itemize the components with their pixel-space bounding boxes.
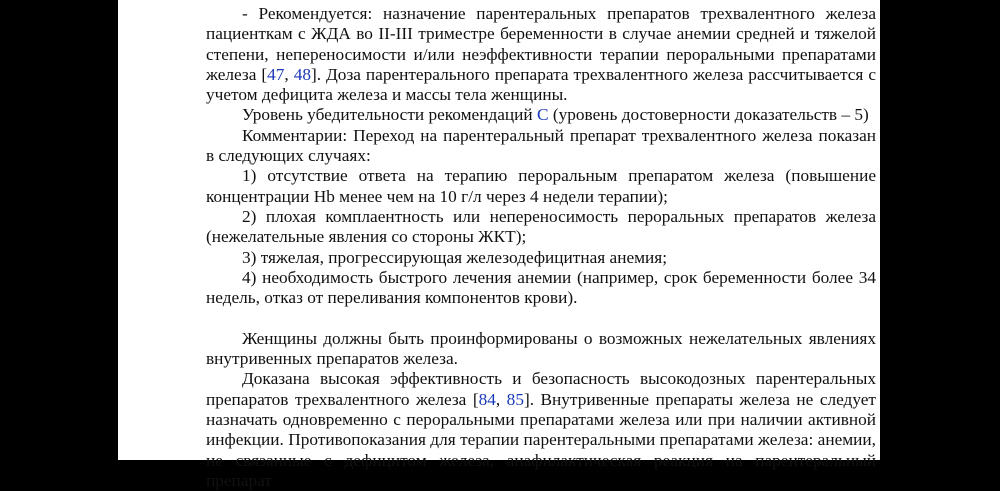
paragraph-text: 3) тяжелая, прогрессирующая железодефицитная анемия; <box>242 247 668 267</box>
paragraph-text: ]. Внутривенные препараты железа не следует назначать одновременно с пероральными препаратами железа или при наличии активной инфекции. Противопоказания для терапии парентеральными препаратами железа: анемии, не связанные с дефицитом железа, анафилактическая реакция на парентеральный препарат <box>206 389 876 490</box>
paragraph-informed <box>206 329 876 370</box>
reference-link[interactable]: 84 <box>478 389 496 409</box>
paragraph-recommendation <box>206 4 876 105</box>
paragraph-item-4 <box>206 268 876 309</box>
paragraph-comments <box>206 126 876 167</box>
paragraph-text: , <box>284 64 294 84</box>
reference-link[interactable]: 48 <box>293 64 311 84</box>
document-text <box>206 4 876 491</box>
paragraph-item-2 <box>206 207 876 248</box>
paragraph-text: ]. Доза парентерального препарата трехвалентного железа рассчитывается с учетом дефицита железа и массы тела женщины. <box>206 64 876 105</box>
paragraph-text: 4) необходимость быстрого лечения анемии (например, срок беременности более 34 недель, отказ от переливания компонентов крови). <box>206 267 876 308</box>
paragraph-text: (уровень достоверности доказательств – 5) <box>548 105 869 125</box>
paragraph-evidence-level <box>206 105 876 125</box>
reference-link[interactable]: 85 <box>506 389 524 409</box>
paragraph-text: Уровень убедительности рекомендаций <box>242 105 537 125</box>
paragraph-text: , <box>495 389 507 409</box>
paragraph-text: 1) отсутствие ответа на терапию пероральным препаратом железа (повышение концентрации Hb менее чем на 10 г/л через 4 недели терапии); <box>206 166 876 206</box>
paragraph-text: Женщины должны быть проинформированы о возможных нежелательных явлениях внутривенных препаратов железа. <box>206 328 876 369</box>
paragraph-text: Доказана высокая эффективность и безопасность высокодозных парентеральных препаратов трехвалентного железа [ <box>206 369 876 409</box>
paragraph-text: - Рекомендуется: назначение парентеральных препаратов трехвалентного железа пациенткам с ЖДА во II-III триместре беременности в случае анемии средней и тяжелой степени, непереносимости и/или неэффективности терапии пероральными препаратами железа [ <box>206 4 876 84</box>
paragraph-item-1 <box>206 166 876 207</box>
reference-link[interactable]: 47 <box>267 64 285 84</box>
paragraph-efficacy <box>206 369 876 491</box>
reference-link[interactable]: C <box>537 105 549 125</box>
paragraph-item-3 <box>206 248 876 268</box>
paragraph-text: Комментарии: Переход на парентеральный препарат трехвалентного железа показан в следующих случаях: <box>206 125 876 166</box>
paragraph-text: 2) плохая комплаентность или непереносимость пероральных препаратов железа (нежелательные явления со стороны ЖКТ); <box>206 206 876 247</box>
